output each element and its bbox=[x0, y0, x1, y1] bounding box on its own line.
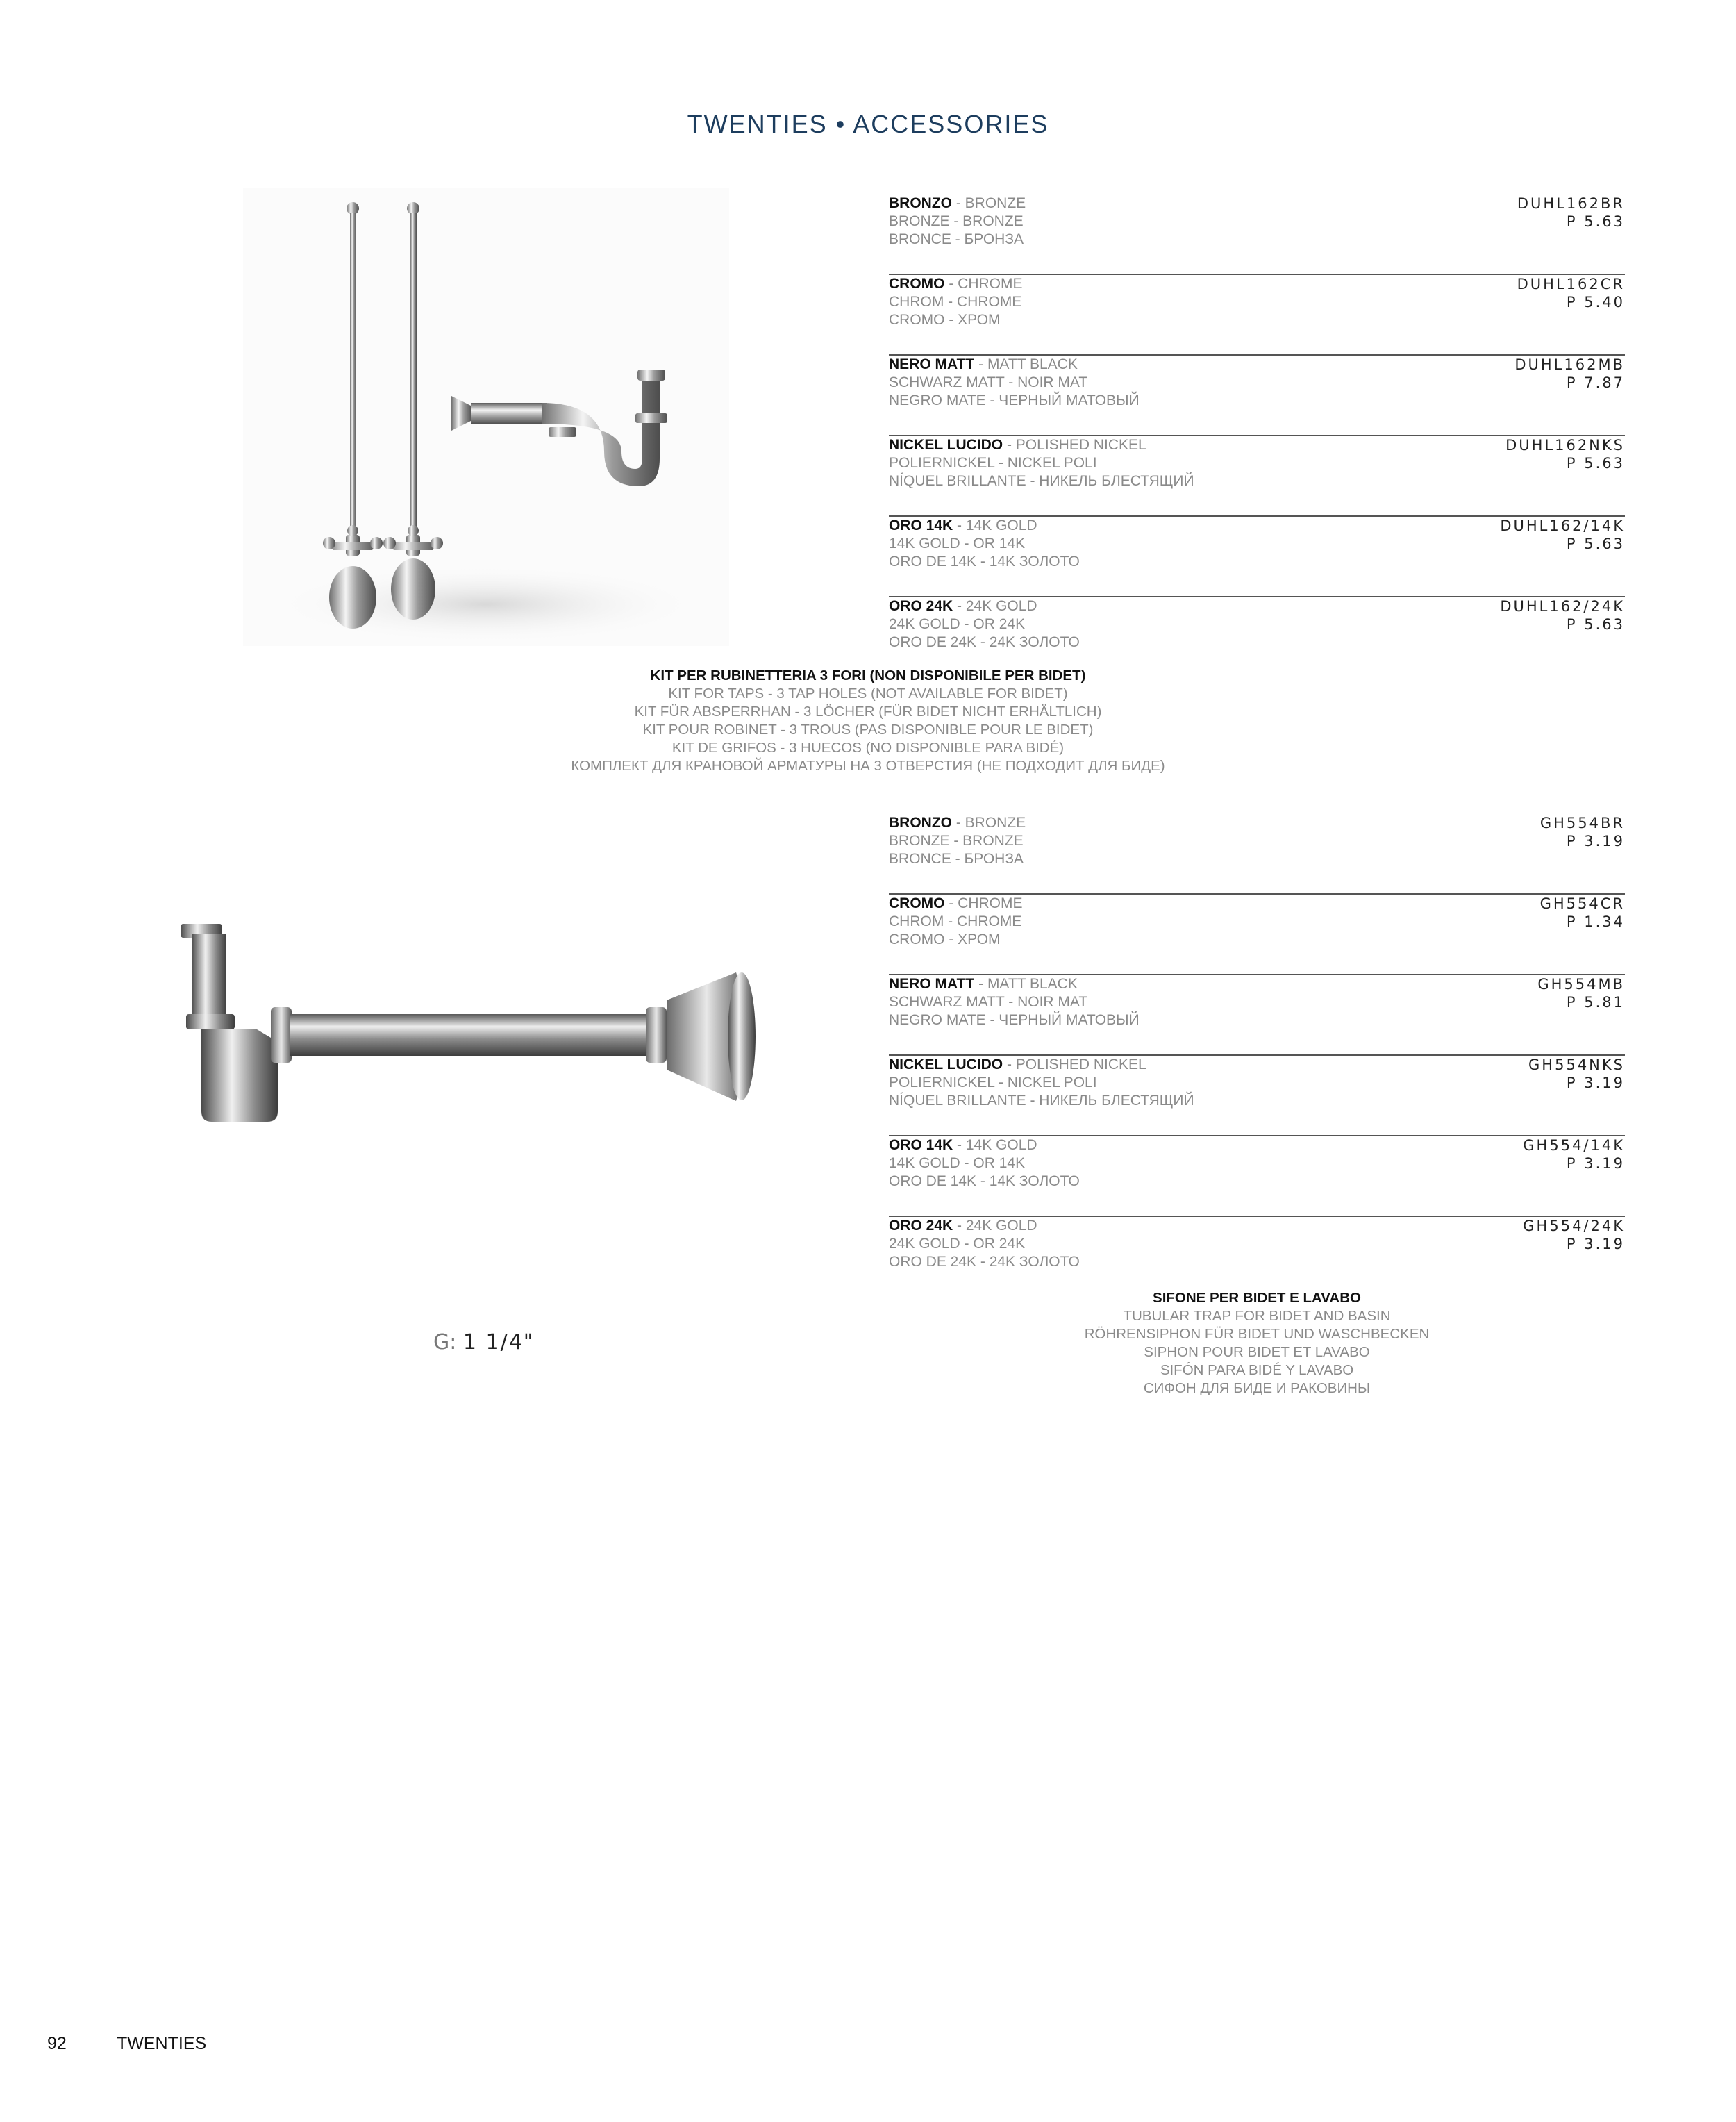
spec-label: G: bbox=[433, 1330, 457, 1354]
variant-row bbox=[889, 597, 1625, 678]
variant-line3: NÍQUEL BRILLANTE - НИКЕЛЬ БЛЕСТЯЩИЙ bbox=[889, 473, 1194, 489]
variant-code-block bbox=[1514, 356, 1625, 392]
product-code: GH554/24K bbox=[1523, 1218, 1625, 1234]
variant-code-block bbox=[1528, 1056, 1625, 1092]
variant-list-tap-kit bbox=[889, 194, 1625, 678]
variant-names: BRONZO - BRONZE BRONZE - BRONZE BRONCE - БРОНЗА bbox=[889, 195, 1026, 247]
variant-line2: SCHWARZ MATT - NOIR MAT bbox=[889, 994, 1088, 1010]
variant-en: MATT BLACK bbox=[987, 356, 1078, 372]
variant-line3: ORO DE 24K - 24K ЗОЛОТО bbox=[889, 634, 1080, 650]
variant-name: CROMO bbox=[889, 895, 945, 911]
product-caption-tap-kit bbox=[451, 667, 1285, 775]
variant-row bbox=[889, 275, 1625, 356]
variant-line3: ORO DE 14K - 14K ЗОЛОТО bbox=[889, 1173, 1080, 1189]
product-code: DUHL162NKS bbox=[1505, 437, 1625, 454]
variant-name: CROMO bbox=[889, 276, 945, 292]
price: P 5.81 bbox=[1566, 994, 1625, 1011]
variant-row bbox=[889, 895, 1625, 975]
footer-section: TWENTIES bbox=[117, 2034, 207, 2053]
variant-line2: BRONZE - BRONZE bbox=[889, 213, 1024, 229]
variant-row bbox=[889, 517, 1625, 597]
product-code: DUHL162BR bbox=[1517, 195, 1625, 212]
variant-names: CROMO - CHROME CHROM - CHROME CROMO - ХРОМ bbox=[889, 276, 1023, 328]
variant-row bbox=[889, 436, 1625, 517]
variant-names: NERO MATT - MATT BLACK SCHWARZ MATT - NOIR MAT NEGRO MATE - ЧЕРНЫЙ МАТОВЫЙ bbox=[889, 976, 1140, 1028]
price: P 5.63 bbox=[1566, 616, 1625, 633]
variant-line2: 24K GOLD - OR 24K bbox=[889, 616, 1026, 632]
variant-line2: POLIERNICKEL - NICKEL POLI bbox=[889, 455, 1097, 471]
variant-line3: CROMO - ХРОМ bbox=[889, 312, 1001, 328]
price: P 5.63 bbox=[1566, 213, 1625, 230]
variant-line2: CHROM - CHROME bbox=[889, 294, 1022, 310]
variant-line2: SCHWARZ MATT - NOIR MAT bbox=[889, 374, 1088, 390]
caption-line: KIT FOR TAPS - 3 TAP HOLES (NOT AVAILABLE FOR BIDET) bbox=[668, 686, 1068, 702]
variant-name: NERO MATT bbox=[889, 976, 975, 992]
variant-line3: NEGRO MATE - ЧЕРНЫЙ МАТОВЫЙ bbox=[889, 392, 1140, 408]
variant-name: ORO 24K bbox=[889, 598, 953, 614]
variant-line2: 24K GOLD - OR 24K bbox=[889, 1236, 1026, 1252]
variant-names: NICKEL LUCIDO - POLISHED NICKEL POLIERNICKEL - NICKEL POLI NÍQUEL BRILLANTE - НИКЕЛЬ БЛЕСТЯЩИЙ bbox=[889, 1056, 1194, 1109]
variant-en: CHROME bbox=[958, 895, 1023, 911]
price: P 3.19 bbox=[1566, 1155, 1625, 1172]
variant-en: BRONZE bbox=[965, 195, 1026, 211]
caption-title: KIT PER RUBINETTERIA 3 FORI (NON DISPONIBILE PER BIDET) bbox=[650, 668, 1086, 683]
variant-line3: BRONCE - БРОНЗА bbox=[889, 231, 1024, 247]
page-number: 92 bbox=[47, 2034, 67, 2053]
caption-line: SIPHON POUR BIDET ET LAVABO bbox=[1144, 1344, 1370, 1360]
product-code: GH554MB bbox=[1537, 976, 1625, 993]
variant-names: CROMO - CHROME CHROM - CHROME CROMO - ХРОМ bbox=[889, 895, 1023, 947]
caption-title: SIFONE PER BIDET E LAVABO bbox=[1153, 1290, 1361, 1306]
price: P 3.19 bbox=[1566, 833, 1625, 849]
variant-en: BRONZE bbox=[965, 815, 1026, 831]
variant-code-block bbox=[1540, 895, 1625, 931]
product-code: GH554NKS bbox=[1528, 1056, 1625, 1073]
variant-list-tubular-trap bbox=[889, 814, 1625, 1298]
variant-line3: ORO DE 14K - 14K ЗОЛОТО bbox=[889, 554, 1080, 570]
product-code: DUHL162CR bbox=[1517, 276, 1625, 292]
variant-en: 14K GOLD bbox=[965, 1137, 1037, 1153]
variant-row bbox=[889, 1056, 1625, 1136]
variant-code-block bbox=[1523, 1217, 1625, 1253]
product-code: GH554CR bbox=[1539, 895, 1625, 912]
product-image-tap-kit bbox=[243, 188, 729, 646]
caption-line: KIT FÜR ABSPERRHAN - 3 LÖCHER (FÜR BIDET NICHT ERHÄLTLICH) bbox=[634, 704, 1102, 720]
product-code: GH554BR bbox=[1539, 815, 1625, 831]
caption-line: RÖHRENSIPHON FÜR BIDET UND WASCHBECKEN bbox=[1084, 1326, 1430, 1342]
variant-code-block bbox=[1500, 517, 1625, 553]
variant-line2: 14K GOLD - OR 14K bbox=[889, 1155, 1026, 1171]
variant-line3: NÍQUEL BRILLANTE - НИКЕЛЬ БЛЕСТЯЩИЙ bbox=[889, 1093, 1194, 1109]
price: P 5.40 bbox=[1566, 294, 1625, 310]
variant-name: BRONZO bbox=[889, 195, 952, 211]
variant-line3: CROMO - ХРОМ bbox=[889, 931, 1001, 947]
variant-code-block bbox=[1523, 1136, 1625, 1172]
price: P 5.63 bbox=[1566, 455, 1625, 472]
variant-row bbox=[889, 1217, 1625, 1298]
price: P 1.34 bbox=[1566, 913, 1625, 930]
variant-en: 14K GOLD bbox=[965, 517, 1037, 533]
variant-en: 24K GOLD bbox=[965, 1218, 1037, 1234]
price: P 3.19 bbox=[1566, 1236, 1625, 1252]
product-code: GH554/14K bbox=[1523, 1137, 1625, 1154]
variant-code-block bbox=[1500, 597, 1625, 633]
caption-line: КОМПЛЕКТ ДЛЯ КРАНОВОЙ АРМАТУРЫ НА 3 ОТВЕРСТИЯ (НЕ ПОДХОДИТ ДЛЯ БИДЕ) bbox=[571, 758, 1165, 774]
caption-line: KIT POUR ROBINET - 3 TROUS (PAS DISPONIBLE POUR LE BIDET) bbox=[642, 722, 1094, 738]
variant-row bbox=[889, 356, 1625, 436]
variant-name: ORO 14K bbox=[889, 517, 953, 533]
variant-name: NICKEL LUCIDO bbox=[889, 437, 1003, 453]
page-footer bbox=[47, 2034, 207, 2054]
variant-en: POLISHED NICKEL bbox=[1015, 1056, 1146, 1072]
variant-name: NICKEL LUCIDO bbox=[889, 1056, 1003, 1072]
variant-row bbox=[889, 194, 1625, 275]
variant-line2: BRONZE - BRONZE bbox=[889, 833, 1024, 849]
variant-line3: NEGRO MATE - ЧЕРНЫЙ МАТОВЫЙ bbox=[889, 1012, 1140, 1028]
variant-names: ORO 14K - 14K GOLD 14K GOLD - OR 14K ORO DE 14K - 14K ЗОЛОТО bbox=[889, 517, 1080, 570]
product-code: DUHL162/14K bbox=[1500, 517, 1625, 534]
product-caption-tubular-trap bbox=[944, 1289, 1569, 1398]
variant-line2: POLIERNICKEL - NICKEL POLI bbox=[889, 1075, 1097, 1091]
variant-en: 24K GOLD bbox=[965, 598, 1037, 614]
variant-name: BRONZO bbox=[889, 815, 952, 831]
tap-kit-illustration bbox=[243, 188, 729, 646]
variant-line3: BRONCE - БРОНЗА bbox=[889, 851, 1024, 867]
connection-spec bbox=[433, 1330, 535, 1354]
product-image-tubular-trap bbox=[167, 903, 833, 1153]
variant-row bbox=[889, 1136, 1625, 1217]
variant-code-block bbox=[1517, 275, 1625, 311]
variant-code-block bbox=[1517, 194, 1625, 231]
product-code: DUHL162MB bbox=[1514, 356, 1625, 373]
variant-code-block bbox=[1537, 975, 1625, 1011]
variant-names: ORO 24K - 24K GOLD 24K GOLD - OR 24K ORO DE 24K - 24K ЗОЛОТО bbox=[889, 1218, 1080, 1270]
variant-names: NICKEL LUCIDO - POLISHED NICKEL POLIERNICKEL - NICKEL POLI NÍQUEL BRILLANTE - НИКЕЛЬ БЛЕСТЯЩИЙ bbox=[889, 437, 1194, 489]
price: P 7.87 bbox=[1566, 374, 1625, 391]
variant-names: NERO MATT - MATT BLACK SCHWARZ MATT - NOIR MAT NEGRO MATE - ЧЕРНЫЙ МАТОВЫЙ bbox=[889, 356, 1140, 408]
variant-name: ORO 24K bbox=[889, 1218, 953, 1234]
variant-names: BRONZO - BRONZE BRONZE - BRONZE BRONCE - БРОНЗА bbox=[889, 815, 1026, 867]
variant-line3: ORO DE 24K - 24K ЗОЛОТО bbox=[889, 1254, 1080, 1270]
product-code: DUHL162/24K bbox=[1500, 598, 1625, 615]
price: P 5.63 bbox=[1566, 536, 1625, 552]
variant-name: ORO 14K bbox=[889, 1137, 953, 1153]
variant-code-block bbox=[1540, 814, 1625, 850]
variant-line2: 14K GOLD - OR 14K bbox=[889, 536, 1026, 552]
variant-code-block bbox=[1505, 436, 1625, 472]
tubular-trap-illustration bbox=[167, 903, 833, 1153]
caption-line: TUBULAR TRAP FOR BIDET AND BASIN bbox=[1123, 1308, 1391, 1324]
spec-value: 1 1/4" bbox=[462, 1330, 535, 1354]
variant-row bbox=[889, 975, 1625, 1056]
variant-line2: CHROM - CHROME bbox=[889, 913, 1022, 929]
variant-names: ORO 24K - 24K GOLD 24K GOLD - OR 24K ORO DE 24K - 24K ЗОЛОТО bbox=[889, 598, 1080, 650]
variant-name: NERO MATT bbox=[889, 356, 975, 372]
page-title: TWENTIES • ACCESSORIES bbox=[687, 110, 1049, 138]
variant-en: POLISHED NICKEL bbox=[1015, 437, 1146, 453]
variant-en: MATT BLACK bbox=[987, 976, 1078, 992]
variant-en: CHROME bbox=[958, 276, 1023, 292]
caption-line: KIT DE GRIFOS - 3 HUECOS (NO DISPONIBLE PARA BIDÉ) bbox=[671, 740, 1065, 756]
caption-line: SIFÓN PARA BIDÉ Y LAVABO bbox=[1160, 1362, 1354, 1378]
variant-row bbox=[889, 814, 1625, 895]
variant-names: ORO 14K - 14K GOLD 14K GOLD - OR 14K ORO DE 14K - 14K ЗОЛОТО bbox=[889, 1137, 1080, 1189]
caption-line: СИФОН ДЛЯ БИДЕ И РАКОВИНЫ bbox=[1143, 1380, 1371, 1396]
price: P 3.19 bbox=[1566, 1075, 1625, 1091]
